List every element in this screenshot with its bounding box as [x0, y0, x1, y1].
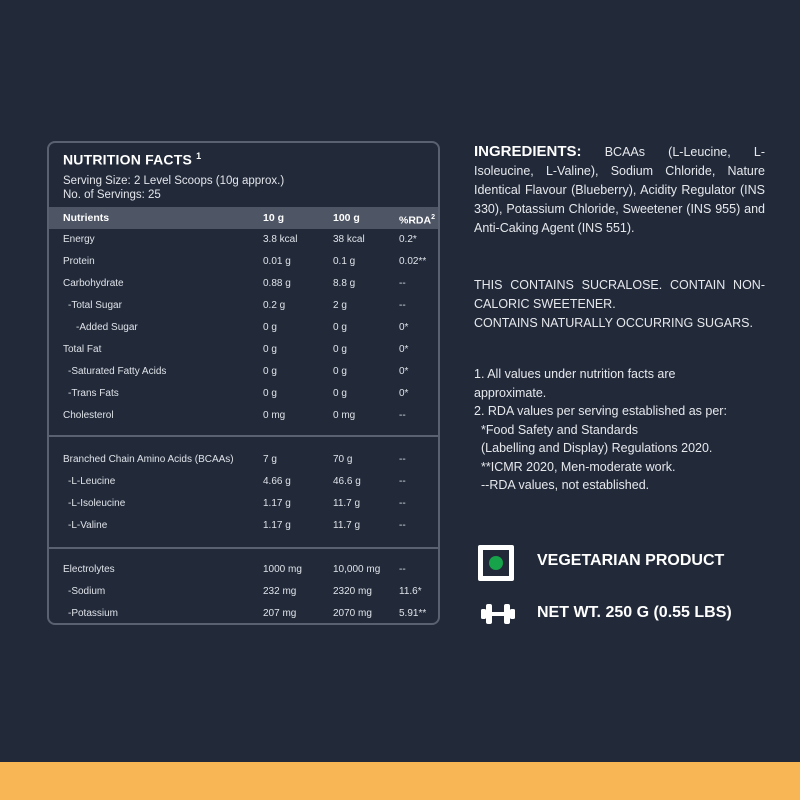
table-row: -Trans Fats 0 g 0 g 0* [68, 388, 409, 399]
serving-info [63, 174, 284, 202]
sweetener-notice [474, 276, 765, 333]
header-per-100g: 100 g [333, 212, 360, 224]
ingredients-label: INGREDIENTS: [474, 143, 582, 160]
header-nutrients: Nutrients [63, 212, 110, 224]
footnote-line: --RDA values, not established. [481, 478, 650, 492]
table-row: -Sodium 232 mg 2320 mg 11.6* [68, 586, 422, 597]
vegetarian-label: VEGETARIAN PRODUCT [537, 552, 725, 569]
header-rda: %RDA$^2$ [399, 214, 435, 227]
sucralose-notice: THIS CONTAINS SUCRALOSE. CONTAIN NON-CALORIC SWEETENER. [474, 278, 765, 311]
serving-size: Serving Size: 2 Level Scoops (10g approx.) [63, 175, 285, 187]
ingredients-block [474, 142, 765, 238]
footnote-line: 2. RDA values per serving established as per: [474, 404, 727, 418]
footnote-line: **ICMR 2020, Men-moderate work. [481, 459, 676, 474]
vegetarian-dot [489, 556, 503, 570]
table-header [49, 207, 438, 229]
section-divider [49, 435, 438, 437]
footnote-line: 1. All values under nutrition facts are [474, 367, 676, 381]
table-row: -L-Leucine 4.66 g 46.6 g -- [68, 476, 406, 487]
table-row: Total Fat 0 g 0 g 0* [63, 344, 409, 355]
footnote-line: approximate. [474, 385, 547, 400]
table-row: Cholesterol 0 mg 0 mg -- [63, 410, 406, 421]
dumbbell-icon [478, 600, 518, 628]
footnote-line: *Food Safety and Standards [481, 422, 639, 437]
section-divider [49, 547, 438, 549]
header-per-10g: 10 g [263, 212, 285, 224]
vegetarian-mark-icon [478, 545, 514, 581]
table-row: -Saturated Fatty Acids 0 g 0 g 0* [68, 366, 409, 377]
nutrition-facts-panel [47, 141, 440, 625]
table-row: -Total Sugar 0.2 g 2 g -- [68, 300, 406, 311]
sugars-notice: CONTAINS NATURALLY OCCURRING SUGARS. [474, 316, 753, 330]
nutrition-title: NUTRITION FACTS $^1$ [63, 151, 202, 168]
table-row: Carbohydrate 0.88 g 8.8 g -- [63, 278, 406, 289]
title-footnote: 1 [196, 151, 202, 161]
ingredients-text: BCAAs (L-Leucine, L-Isoleucine, L-Valine), Sodium Chloride, Nature Identical Flavour (Blueberry), Acidity Regulator (INS 330), Potassium Chloride, Sweetener (INS 955) and Anti-Caking Agent (INS 551). [474, 145, 765, 235]
footnote-line: (Labelling and Display) Regulations 2020. [481, 441, 713, 455]
net-weight-label: NET WT. 250 G (0.55 LBS) [537, 604, 732, 621]
servings-count: No. of Servings: 25 [63, 189, 161, 201]
table-row: Protein 0.01 g 0.1 g 0.02** [63, 256, 427, 267]
table-row: -L-Valine 1.17 g 11.7 g -- [68, 520, 406, 531]
table-row: -Potassium 207 mg 2070 mg 5.91** [68, 608, 427, 619]
footnotes [474, 365, 774, 495]
accent-bar [0, 762, 800, 800]
table-row: -L-Isoleucine 1.17 g 11.7 g -- [68, 498, 406, 509]
table-row: -Added Sugar 0 g 0 g 0* [76, 322, 409, 333]
table-row: Electrolytes 1000 mg 10,000 mg -- [63, 564, 406, 575]
vegetarian-mark-inner [483, 550, 509, 576]
table-row: Energy 3.8 kcal 38 kcal 0.2* [63, 234, 417, 245]
table-row: Branched Chain Amino Acids (BCAAs) 7 g 70 g -- [63, 454, 406, 465]
